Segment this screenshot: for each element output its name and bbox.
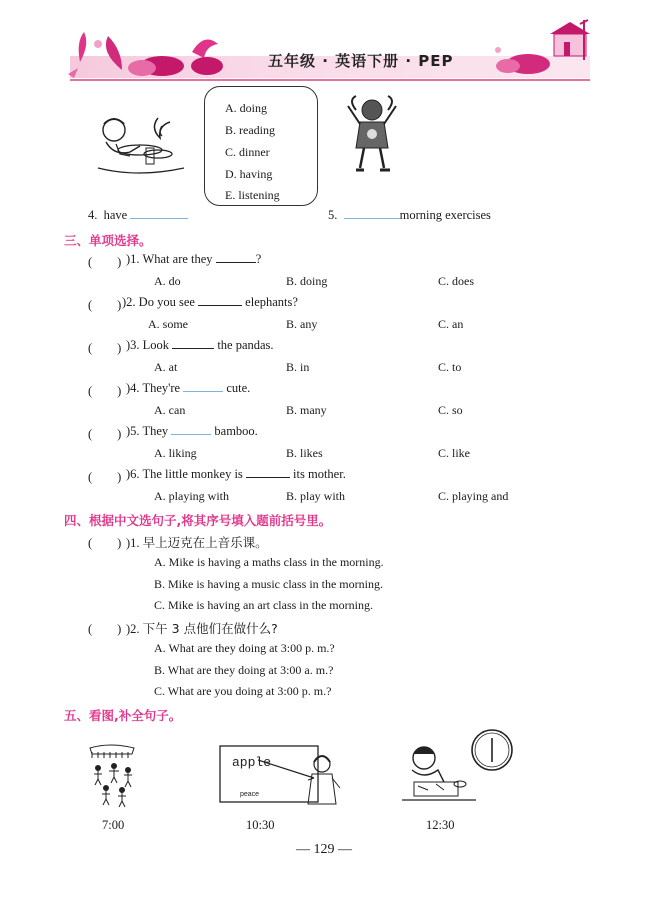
answer-paren[interactable]: ( ) (88, 255, 122, 269)
picture-2-time: 10:30 (246, 818, 275, 832)
left-floral-decoration-icon (62, 22, 232, 82)
question-blank[interactable] (171, 424, 211, 435)
match-item-5-text: morning exercises (399, 208, 491, 222)
question-blank[interactable] (198, 295, 242, 306)
choice-option: A. doing (225, 101, 267, 115)
option[interactable]: C. What are you doing at 3:00 p. m.? (154, 684, 332, 698)
section-5-title: 五、看图,补全句子。 (64, 708, 182, 723)
answer-paren[interactable]: ( ) (88, 341, 122, 355)
question-text: )3. Look the pandas. (126, 338, 274, 352)
children-exercising-picture-icon (84, 744, 140, 810)
boy-eating-dinner-picture-icon (96, 108, 190, 178)
answer-paren[interactable]: ( ) (88, 427, 122, 441)
option[interactable]: A. do (154, 274, 181, 288)
option[interactable]: A. playing with (154, 489, 229, 503)
word-choice-box (204, 86, 318, 206)
option[interactable]: B. any (286, 317, 318, 331)
question-text: )5. They bamboo. (126, 424, 258, 438)
question-text: )1. What are they ? (126, 252, 262, 266)
picture-1-time: 7:00 (102, 818, 125, 832)
option[interactable]: C. like (438, 446, 470, 460)
option[interactable]: B. Mike is having a music class in the morning. (154, 577, 383, 591)
header-title: 五年级 · 英语下册 · PEP (268, 52, 454, 70)
right-floral-house-decoration-icon (488, 14, 592, 82)
choice-option: B. reading (225, 123, 275, 137)
match-item-5-number: 5. (328, 208, 338, 222)
section-4-title: 四、根据中文选句子,将其序号填入题前括号里。 (64, 513, 332, 528)
section-3-title: 三、单项选择。 (64, 233, 152, 248)
choice-option: D. having (225, 167, 273, 181)
question-blank[interactable] (246, 467, 290, 478)
answer-paren[interactable]: ( ) (88, 622, 122, 636)
option[interactable]: C. to (438, 360, 462, 374)
option[interactable]: C. does (438, 274, 474, 288)
answer-paren[interactable]: ( ) (88, 384, 122, 398)
option[interactable]: C. Mike is having an art class in the morning. (154, 598, 373, 612)
page-number: — 129 — (296, 842, 352, 857)
question-text: )1. 早上迈克在上音乐课。 (126, 535, 268, 550)
option[interactable]: C. so (438, 403, 463, 417)
option[interactable]: A. some (148, 317, 188, 331)
option[interactable]: C. an (438, 317, 464, 331)
answer-paren[interactable]: ( ) (88, 536, 122, 550)
match-item-4-text: have (103, 208, 128, 222)
answer-paren[interactable]: ( ) (88, 470, 122, 484)
question-blank[interactable] (183, 381, 223, 392)
question-blank[interactable] (172, 338, 214, 349)
option[interactable]: B. doing (286, 274, 328, 288)
option[interactable]: A. What are they doing at 3:00 p. m.? (154, 641, 335, 655)
answer-paren[interactable]: ( ) (88, 298, 122, 312)
option[interactable]: A. can (154, 403, 186, 417)
option[interactable]: A. liking (154, 446, 197, 460)
girl-doing-exercises-picture-icon (342, 94, 400, 174)
choice-option: E. listening (225, 188, 280, 202)
option[interactable]: B. What are they doing at 3:00 a. m.? (154, 663, 334, 677)
board-word: apple (232, 755, 272, 770)
option[interactable]: B. in (286, 360, 310, 374)
option[interactable]: A. Mike is having a maths class in the morning. (154, 555, 384, 569)
match-item-4-number: 4. (88, 208, 98, 222)
question-text: )2. 下午 3 点他们在做什么? (126, 621, 278, 636)
board-small-word: peace (240, 791, 260, 798)
match-item-5-answer-blank[interactable] (344, 208, 400, 219)
option[interactable]: B. many (286, 403, 327, 417)
option[interactable]: A. at (154, 360, 178, 374)
question-text: )2. Do you see elephants? (122, 295, 298, 309)
choice-option: C. dinner (225, 145, 270, 159)
option[interactable]: B. likes (286, 446, 323, 460)
boy-eating-lunch-with-clock-picture-icon (400, 726, 516, 810)
option[interactable]: B. play with (286, 489, 345, 503)
match-item-5 (328, 208, 491, 223)
question-blank[interactable] (216, 252, 256, 263)
question-text: )6. The little monkey is its mother. (126, 467, 346, 481)
match-item-4 (88, 208, 188, 223)
match-item-4-answer-blank[interactable] (130, 208, 188, 219)
question-text: )4. They're cute. (126, 381, 251, 395)
option[interactable]: C. playing and (438, 489, 509, 503)
picture-3-time: 12:30 (426, 818, 455, 832)
teacher-blackboard-picture-icon (218, 744, 352, 810)
